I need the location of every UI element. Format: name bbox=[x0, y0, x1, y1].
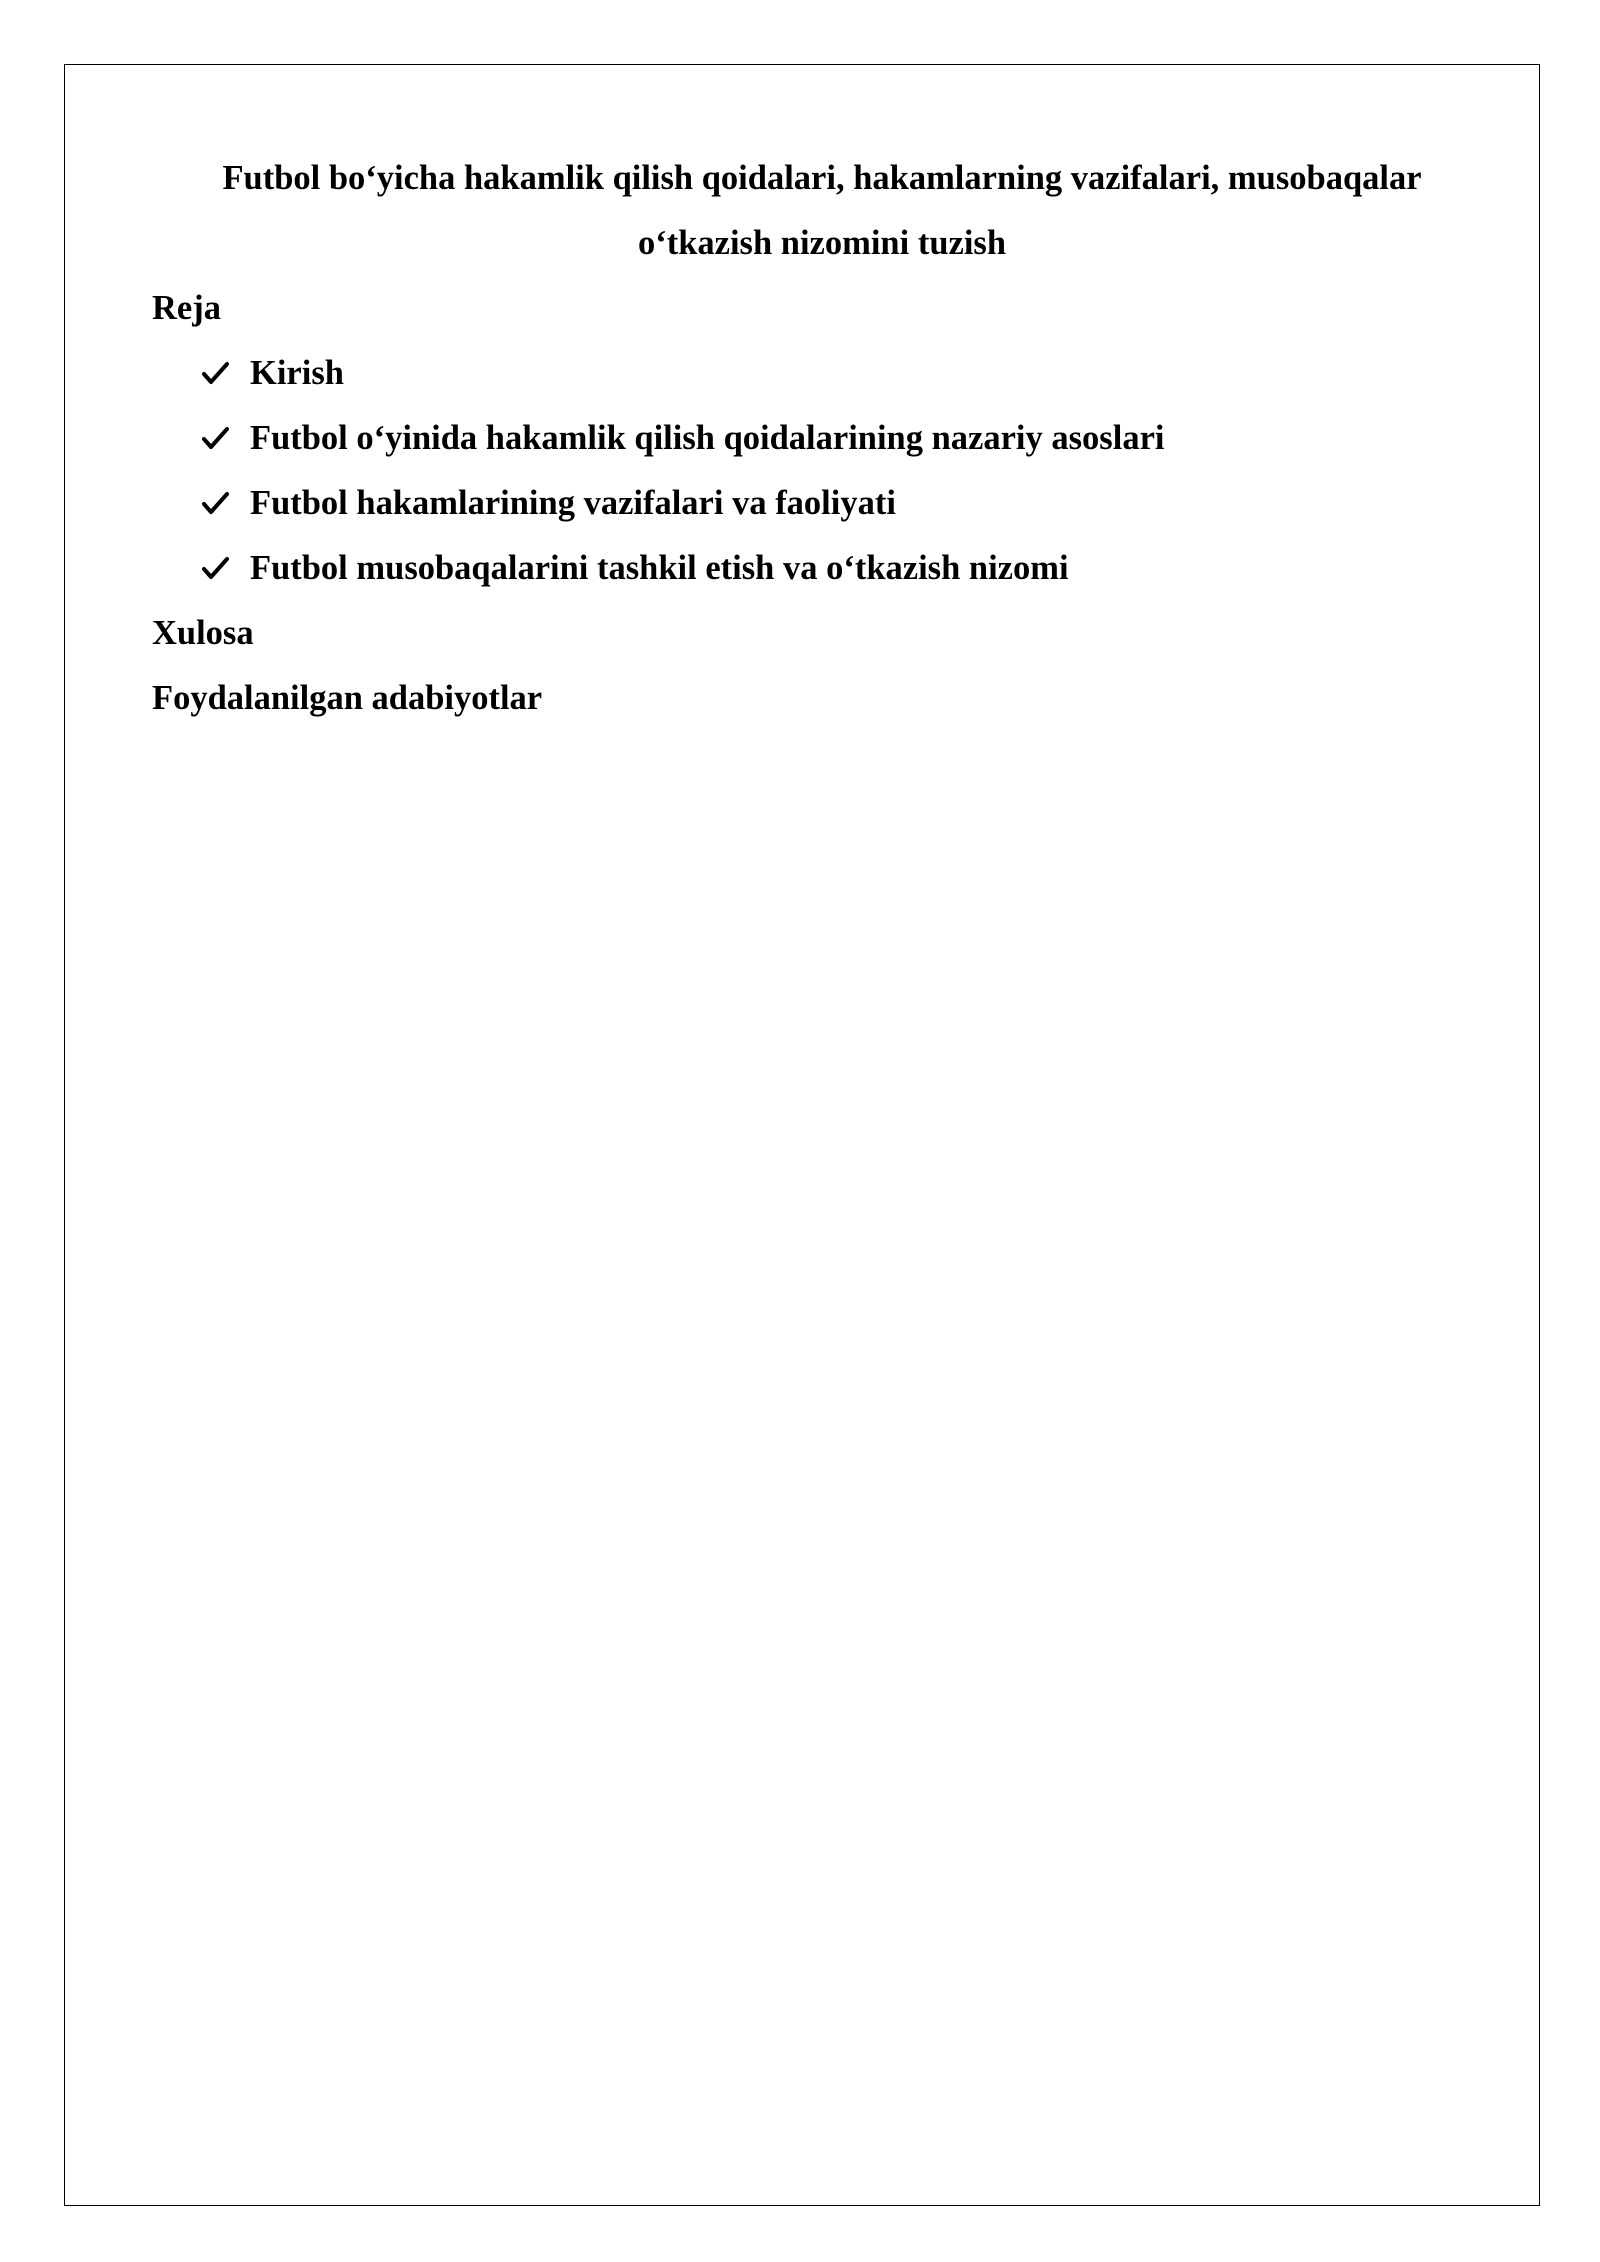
plan-item-label: Futbol musobaqalarini tashkil etish va o‘tkazish nizomi bbox=[250, 549, 1069, 587]
plan-item-musobaqa-nizomi bbox=[152, 536, 1492, 601]
plan-item-nazariy-asoslar bbox=[152, 406, 1492, 471]
conclusion-heading: Xulosa bbox=[152, 614, 254, 652]
plan-item-kirish bbox=[152, 341, 1492, 406]
check-icon bbox=[202, 556, 229, 580]
references-heading: Foydalanilgan adabiyotlar bbox=[152, 679, 543, 717]
document-body bbox=[152, 146, 1492, 731]
plan-item-label: Futbol hakamlarining vazifalari va faoliyati bbox=[250, 484, 896, 522]
check-icon bbox=[202, 426, 229, 450]
check-icon bbox=[202, 491, 229, 515]
plan-list bbox=[152, 341, 1492, 601]
plan-item-label: Kirish bbox=[250, 354, 344, 392]
plan-item-hakamlar-vazifalari bbox=[152, 471, 1492, 536]
title-line-2: o‘tkazish nizomini tuzish bbox=[637, 224, 1007, 262]
plan-heading: Reja bbox=[152, 289, 221, 327]
document-title bbox=[152, 146, 1492, 276]
check-icon bbox=[202, 361, 229, 385]
title-line-1: Futbol bo‘yicha hakamlik qilish qoidalari, hakamlarning vazifalari, musobaqalar bbox=[222, 159, 1422, 197]
plan-item-label: Futbol o‘yinida hakamlik qilish qoidalarining nazariy asoslari bbox=[250, 419, 1165, 457]
